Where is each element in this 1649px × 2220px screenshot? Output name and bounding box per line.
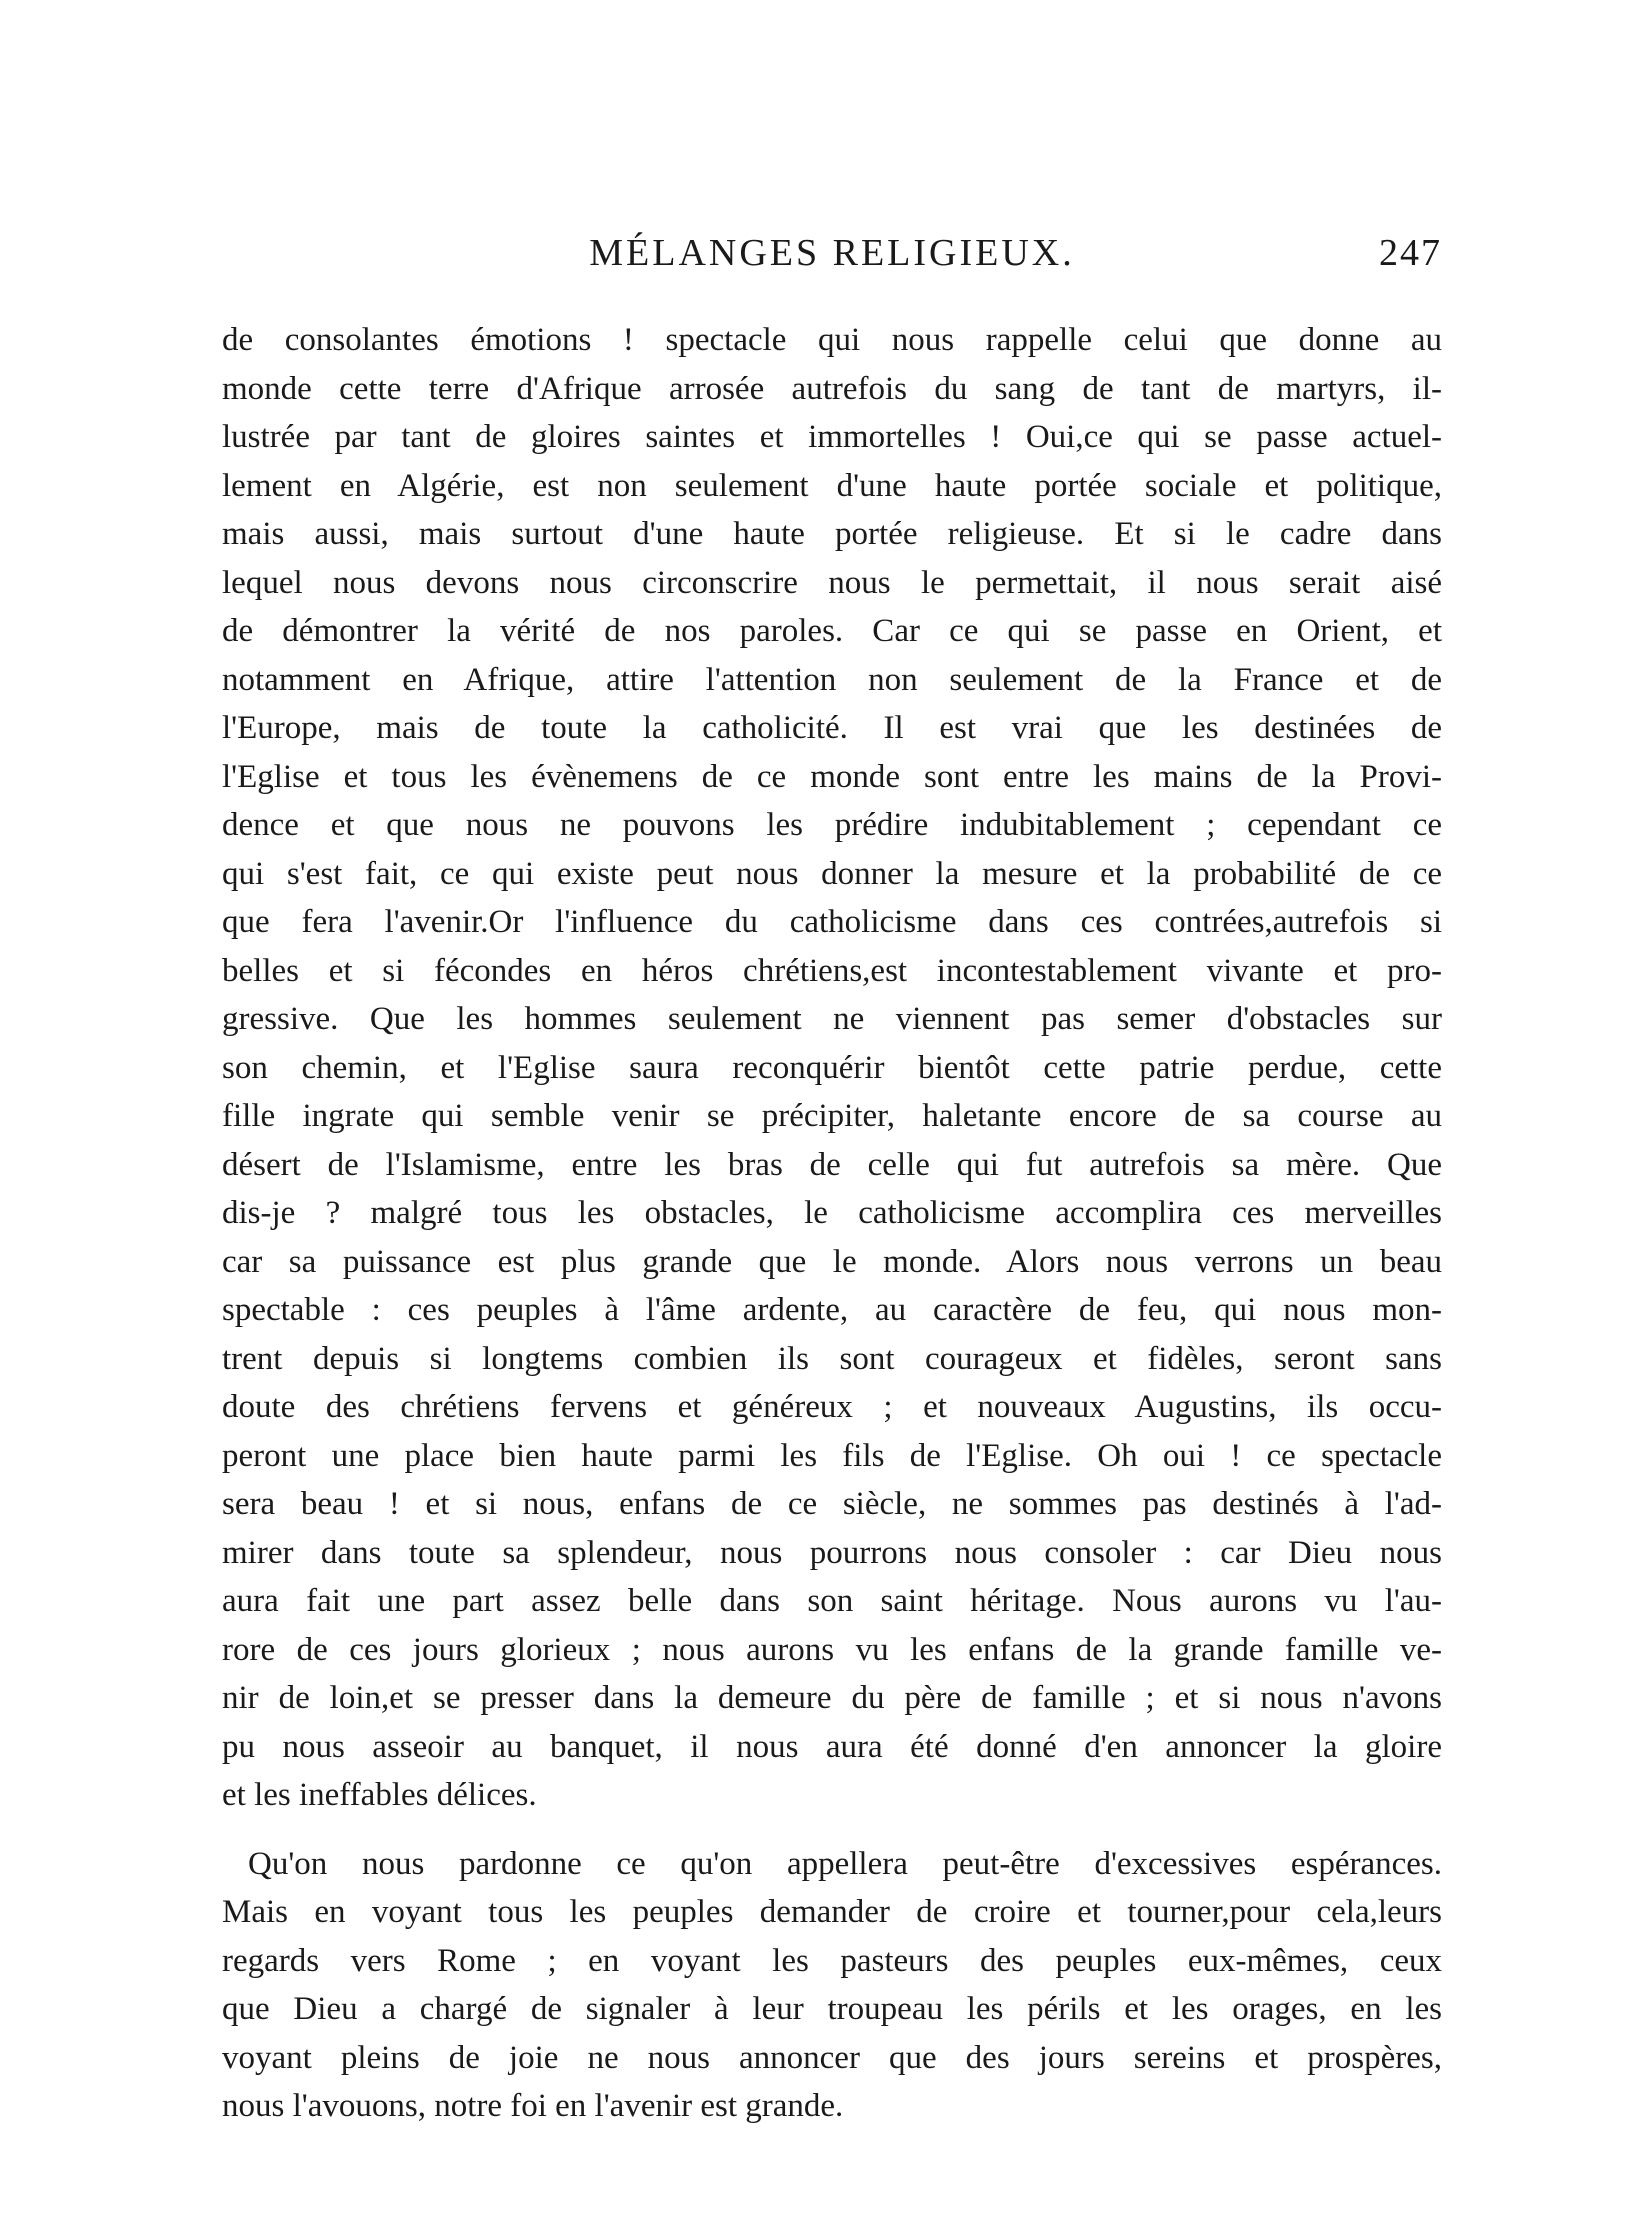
text-line: que Dieu a chargé de signaler à leur troupeau les périls et les orages, en les — [222, 1991, 1442, 2027]
text-line: aura fait une part assez belle dans son saint héritage. Nous aurons vu l'au- — [222, 1583, 1442, 1619]
text-line: lequel nous devons nous circonscrire nous le permettait, il nous serait aisé — [222, 564, 1442, 601]
text-line: monde cette terre d'Afrique arrosée autrefois du sang de tant de martyrs, il- — [222, 370, 1442, 407]
text-line: voyant pleins de joie ne nous annoncer que des jours sereins et prospères, — [222, 2039, 1442, 2076]
text-line: lustrée par tant de gloires saintes et immortelles ! Oui,ce qui se passe actuel- — [222, 419, 1442, 455]
text-line: de démontrer la vérité de nos paroles. Car ce qui se passe en Orient, et — [222, 613, 1442, 649]
paragraph — [222, 316, 1442, 1820]
text-line: Mais en voyant tous les peuples demander de croire et tourner,pour cela,leurs — [222, 1894, 1442, 1930]
text-line: dence et que nous ne pouvons les prédire indubitablement ; cependant ce — [222, 807, 1442, 843]
text-line: de consolantes émotions ! spectacle qui nous rappelle celui que donne au — [222, 322, 1442, 358]
text-line: dis-je ? malgré tous les obstacles, le catholicisme accomplira ces merveilles — [222, 1195, 1442, 1231]
text-line: gressive. Que les hommes seulement ne viennent pas semer d'obstacles sur — [222, 1001, 1442, 1037]
text-line: nous l'avouons, notre foi en l'avenir est grande. — [222, 2088, 844, 2124]
text-line: l'Eglise et tous les évènemens de ce monde sont entre les mains de la Provi- — [222, 758, 1442, 795]
text-line: désert de l'Islamisme, entre les bras de celle qui fut autrefois sa mère. Que — [222, 1146, 1442, 1183]
running-head — [222, 228, 1442, 278]
text-line: pu nous asseoir au banquet, il nous aura été donné d'en annoncer la gloire — [222, 1728, 1442, 1765]
text-line: et les ineffables délices. — [222, 1777, 537, 1813]
text-line: son chemin, et l'Eglise saura reconquérir bientôt cette patrie perdue, cette — [222, 1049, 1442, 1086]
body-text — [222, 316, 1442, 2131]
text-line: Qu'on nous pardonne ce qu'on appellera peut-être d'excessives espérances. — [248, 1845, 1442, 1882]
text-line: trent depuis si longtems combien ils sont courageux et fidèles, seront sans — [222, 1340, 1442, 1377]
page-number: 247 — [1379, 232, 1442, 274]
text-line: peront une place bien haute parmi les fils de l'Eglise. Oh oui ! ce spectacle — [222, 1437, 1442, 1474]
running-title: MÉLANGES RELIGIEUX. — [589, 232, 1075, 274]
text-line: regards vers Rome ; en voyant les pasteurs des peuples eux-mêmes, ceux — [222, 1942, 1442, 1979]
text-line: mirer dans toute sa splendeur, nous pourrons nous consoler : car Dieu nous — [222, 1534, 1442, 1571]
text-line: que fera l'avenir.Or l'influence du catholicisme dans ces contrées,autrefois si — [222, 904, 1442, 940]
text-line: sera beau ! et si nous, enfans de ce siècle, ne sommes pas destinés à l'ad- — [222, 1486, 1442, 1522]
text-line: spectable : ces peuples à l'âme ardente, au caractère de feu, qui nous mon- — [222, 1292, 1442, 1328]
text-line: doute des chrétiens fervens et généreux ; et nouveaux Augustins, ils occu- — [222, 1389, 1442, 1425]
text-line: fille ingrate qui semble venir se précipiter, haletante encore de sa course au — [222, 1098, 1442, 1134]
text-line: car sa puissance est plus grande que le monde. Alors nous verrons un beau — [222, 1243, 1442, 1280]
text-line: l'Europe, mais de toute la catholicité. Il est vrai que les destinées de — [222, 710, 1442, 746]
paragraph — [222, 1840, 1442, 2131]
text-line: lement en Algérie, est non seulement d'une haute portée sociale et politique, — [222, 467, 1442, 504]
text-line: qui s'est fait, ce qui existe peut nous donner la mesure et la probabilité de ce — [222, 855, 1442, 892]
text-line: belles et si fécondes en héros chrétiens,est incontestablement vivante et pro- — [222, 952, 1442, 989]
text-line: notamment en Afrique, attire l'attention non seulement de la France et de — [222, 661, 1442, 698]
text-line: mais aussi, mais surtout d'une haute portée religieuse. Et si le cadre dans — [222, 516, 1442, 552]
text-line: nir de loin,et se presser dans la demeure du père de famille ; et si nous n'avons — [222, 1680, 1442, 1716]
text-line: rore de ces jours glorieux ; nous aurons vu les enfans de la grande famille ve- — [222, 1631, 1442, 1668]
